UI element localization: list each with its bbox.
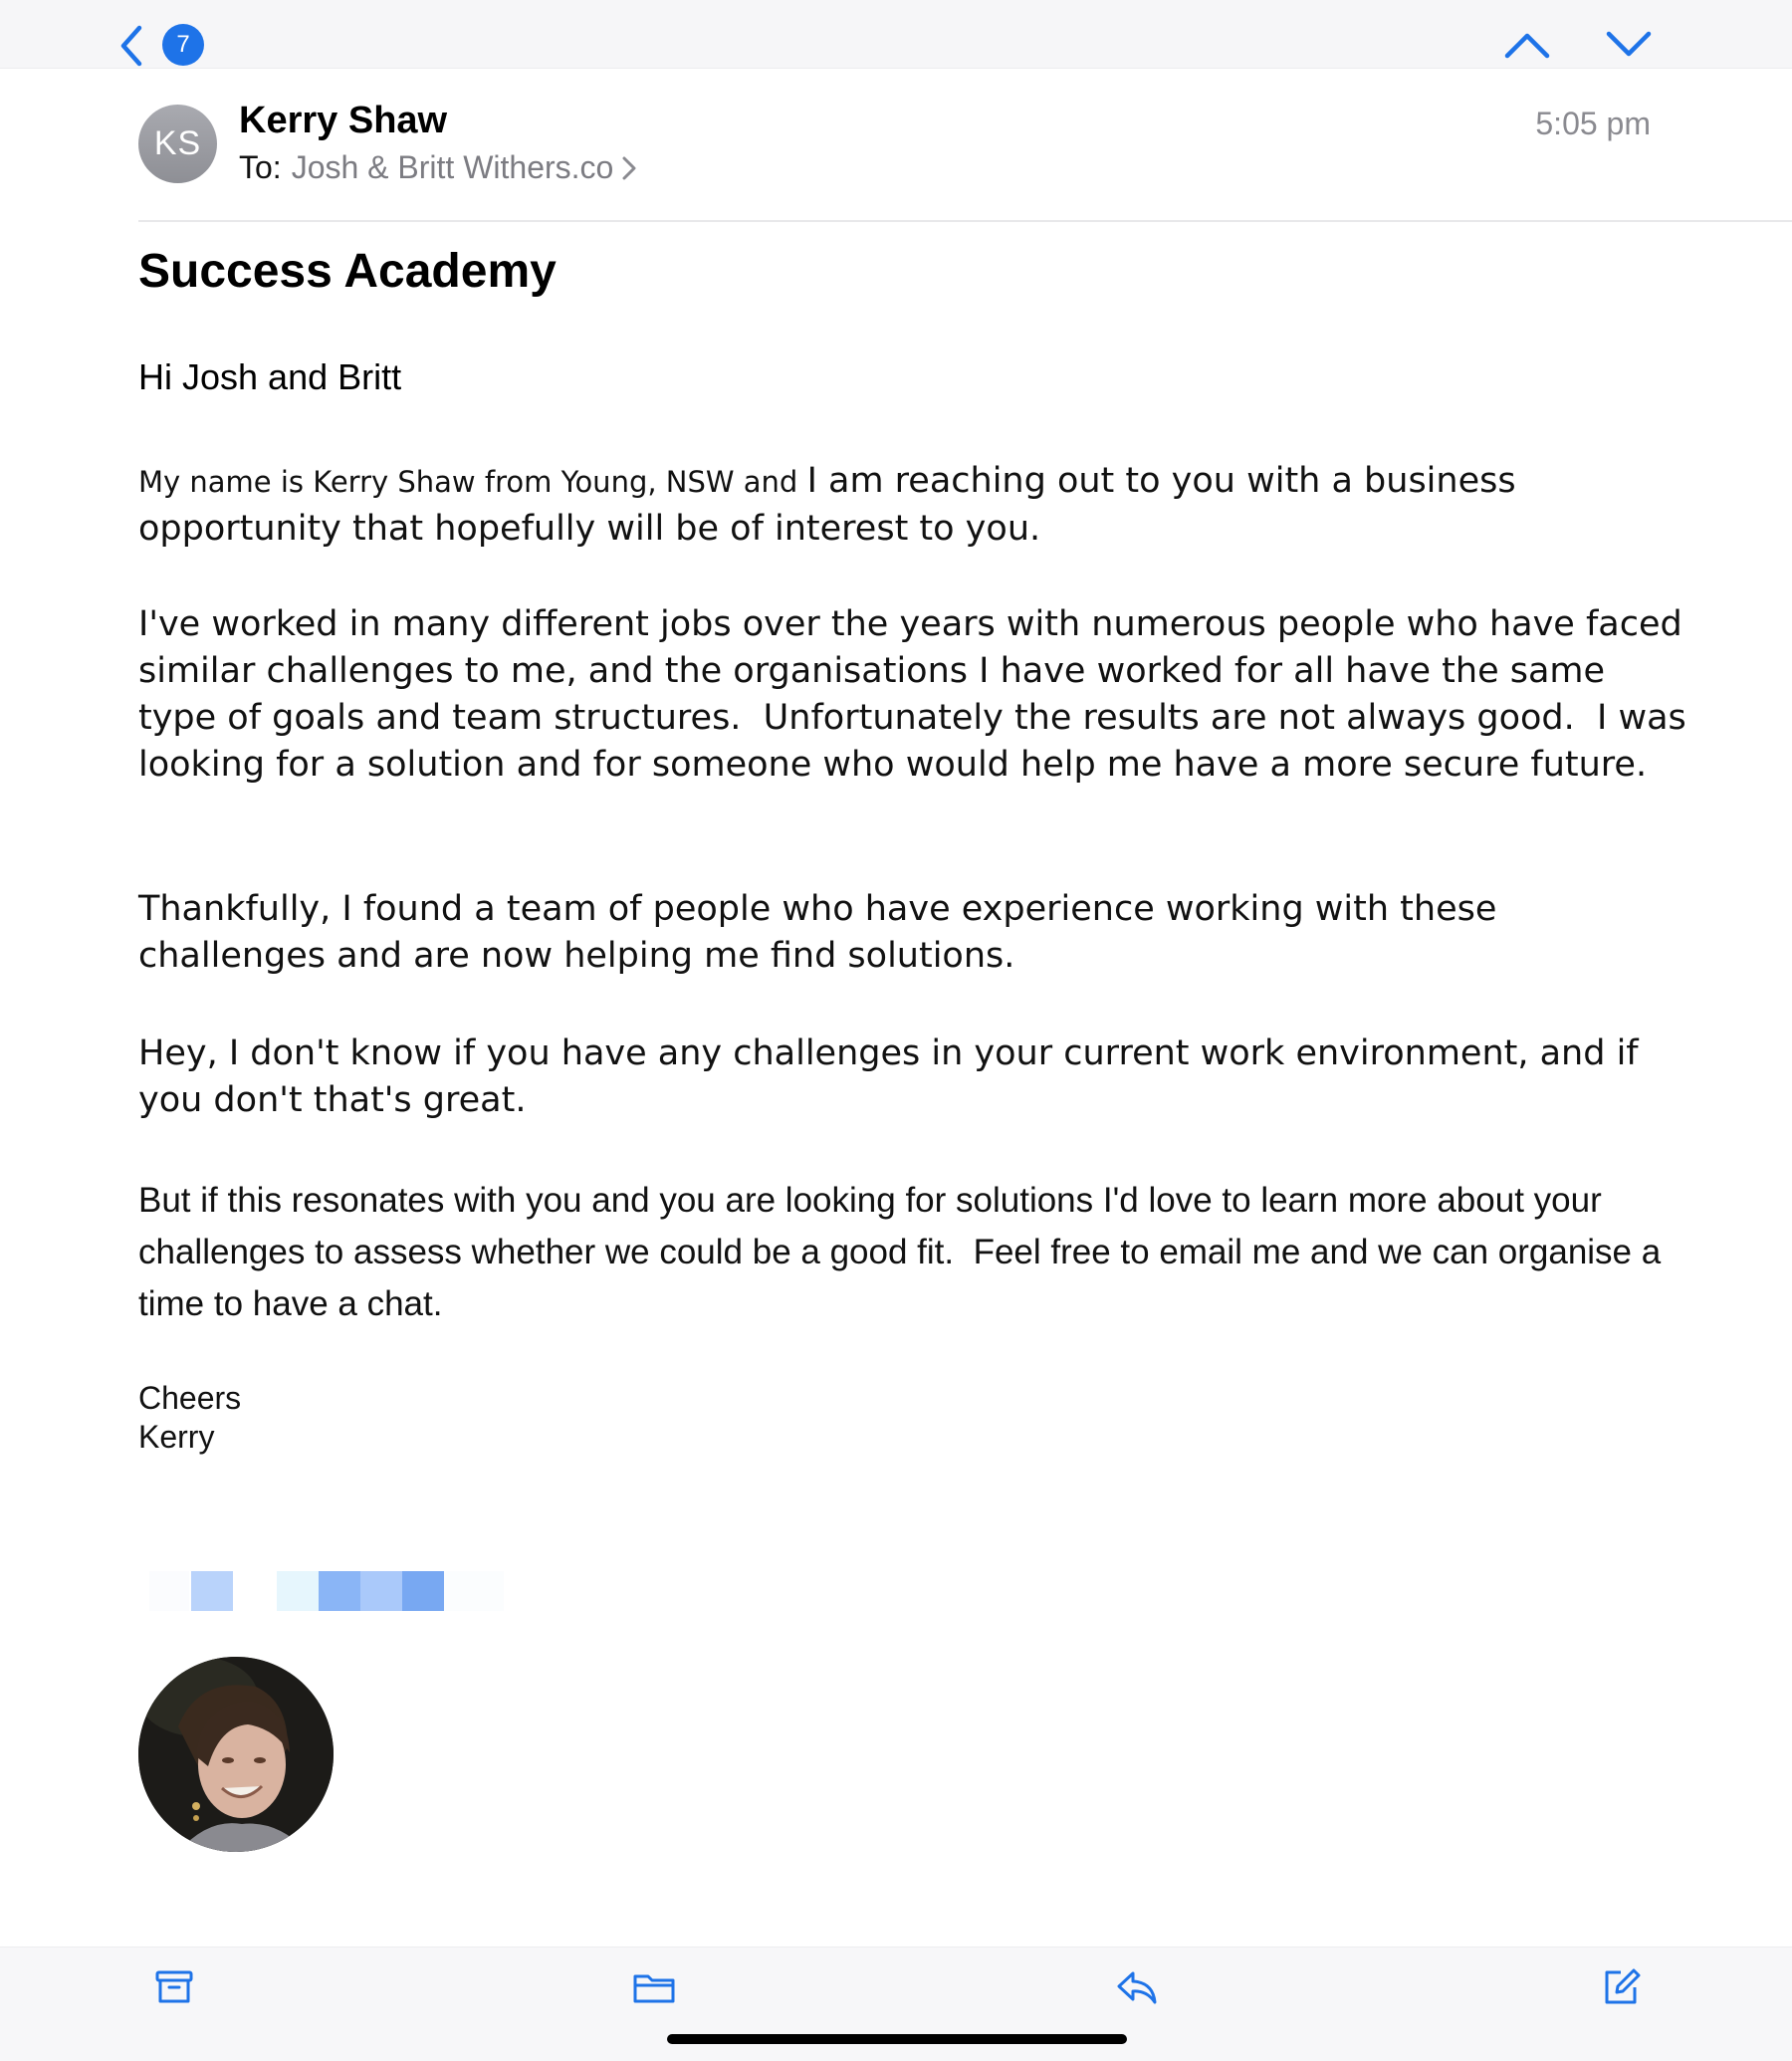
reply-icon (1115, 1968, 1159, 2006)
home-indicator[interactable] (667, 2034, 1127, 2044)
chevron-down-icon (1605, 30, 1653, 60)
archive-icon (154, 1969, 194, 2005)
back-button[interactable] (112, 18, 151, 74)
body-paragraph-4: Hey, I don't know if you have any challenges in your current work environment, and if you don't that's great. (138, 1033, 1639, 1120)
recipient-line[interactable] (239, 149, 637, 186)
sender-avatar[interactable]: KS (138, 105, 217, 183)
body-paragraph-1 (138, 458, 1691, 553)
signoff (138, 1379, 241, 1457)
body-paragraph-1-rest: I am reaching out to you with a business opportunity that hopefully will be of interest to you. (138, 461, 1516, 549)
message-subject: Success Academy (138, 245, 557, 298)
chevron-up-icon (1503, 30, 1551, 60)
sender-name[interactable]: Kerry Shaw (239, 100, 448, 141)
recipient-name[interactable]: Josh & Britt Withers.co (291, 149, 614, 185)
compose-icon (1601, 1967, 1641, 2007)
chevron-left-icon (117, 24, 145, 68)
sender-photo (138, 1657, 334, 1852)
greeting: Hi Josh and Britt (138, 356, 402, 397)
body-paragraph-1-intro: My name is Kerry Shaw from Young, NSW and (138, 465, 807, 499)
move-to-folder-button[interactable] (624, 1957, 684, 2017)
previous-message-button[interactable] (1499, 20, 1555, 70)
compose-button[interactable] (1591, 1957, 1651, 2017)
to-label: To: (239, 149, 282, 185)
signoff-line-2: Kerry (138, 1419, 215, 1455)
next-message-button[interactable] (1601, 20, 1657, 70)
archive-button[interactable] (144, 1957, 204, 2017)
body-paragraph-3: Thankfully, I found a team of people who have experience working with these challenges and are now helping me find solutions. (138, 889, 1497, 976)
body-paragraph-5: But if this resonates with you and you are looking for solutions I'd love to learn more about your challenges to assess whether we could be a good fit. Feel free to email me and we can organise a time to have a chat. (138, 1181, 1671, 1323)
chevron-right-icon (621, 155, 637, 181)
unread-count-badge: 7 (162, 24, 204, 66)
pixelated-signature-image (149, 1563, 528, 1613)
folder-icon (632, 1969, 676, 2005)
reply-button[interactable] (1107, 1957, 1167, 2017)
message-time: 5:05 pm (1535, 106, 1651, 141)
header-divider (138, 220, 1792, 222)
signoff-line-1: Cheers (138, 1380, 242, 1416)
body-paragraph-2: I've worked in many different jobs over the years with numerous people who have faced similar challenges to me, and the organisations I have worked for all have the same type of goals and team structures. Unfortunately the results are not always good. I was looking for a solution and for someone who would help me have a more secure future. (138, 604, 1697, 785)
